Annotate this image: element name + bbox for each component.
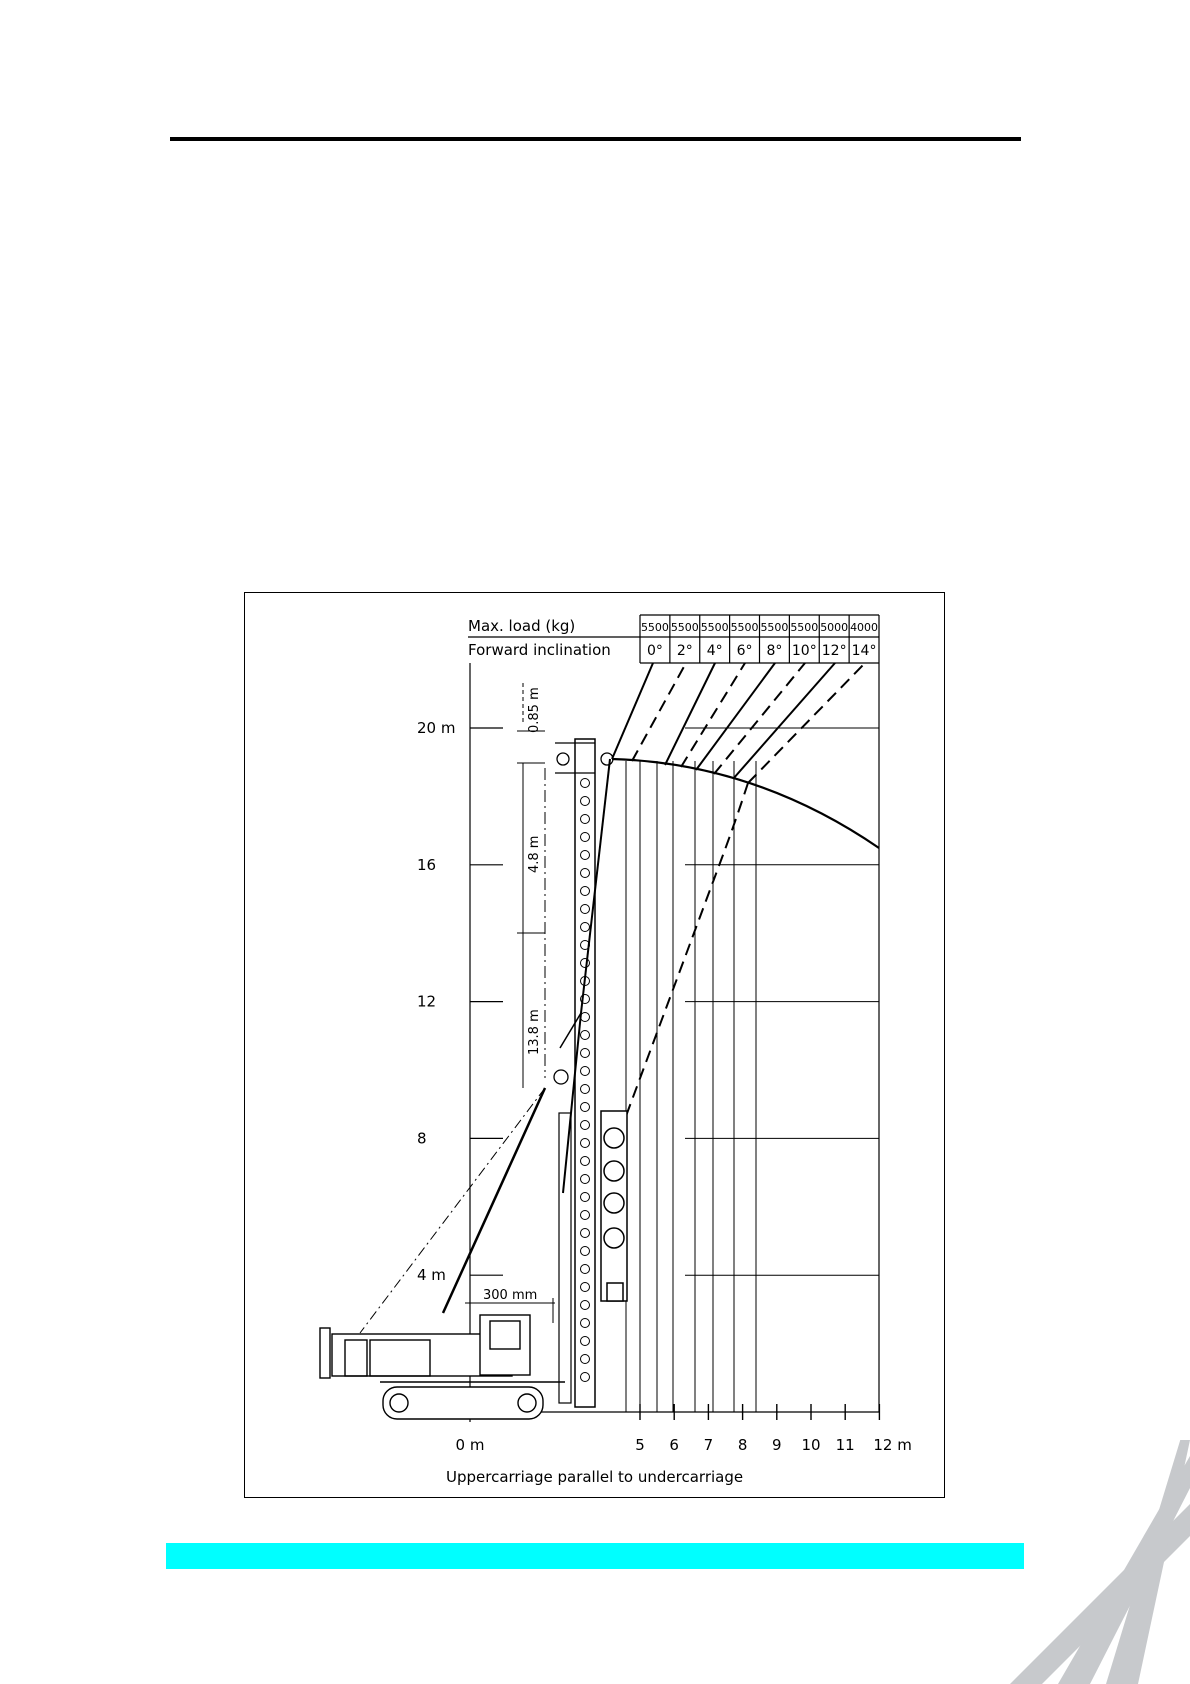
x-tick-label: 5 — [635, 1436, 645, 1454]
inclination-cell: 10° — [791, 643, 817, 659]
x-tick-label: 10 — [801, 1436, 821, 1454]
inclination-cell: 4° — [706, 643, 723, 659]
y-tick-label: 4 m — [417, 1266, 446, 1285]
dim-top: 0.85 m — [527, 687, 542, 733]
load-cell: 5500 — [760, 621, 789, 634]
inclination-cell: 8° — [766, 643, 783, 659]
dim-lower: 13.8 m — [527, 1009, 542, 1055]
x-tick-label: 9 — [772, 1436, 782, 1454]
inclination-lines — [612, 663, 865, 783]
load-cell: 5500 — [790, 621, 819, 634]
table-cells — [641, 615, 878, 663]
inclination-line — [714, 663, 805, 774]
x-tick-label: 11 — [835, 1436, 855, 1454]
pile-driver-diagram — [244, 592, 945, 1498]
x-tick-label: 8 — [737, 1436, 748, 1454]
dim-upper: 4.8 m — [527, 835, 542, 873]
y-tick-label: 12 — [417, 992, 437, 1011]
header-rule — [170, 137, 1021, 141]
inclination-line — [733, 663, 835, 779]
max-load-header: Max. load (kg) — [468, 617, 576, 635]
inclination-cell: 2° — [676, 643, 693, 659]
corner-stripes — [940, 1440, 1190, 1684]
footer-band — [166, 1543, 1024, 1569]
dim-offset: 300 mm — [483, 1288, 538, 1303]
inclination-line — [748, 663, 865, 783]
load-cell: 5500 — [700, 621, 729, 634]
rear-limit-dashed — [613, 783, 748, 1151]
hammer — [601, 1111, 627, 1301]
x-origin-label: 0 m — [455, 1436, 485, 1454]
load-cell: 4000 — [850, 621, 879, 634]
base-machine — [320, 1088, 565, 1419]
stripe — [1106, 1440, 1190, 1684]
inclination-line — [632, 663, 686, 761]
load-cell: 5500 — [640, 621, 669, 634]
dimension-lines — [465, 683, 555, 1323]
x-tick-label: 7 — [703, 1436, 714, 1454]
x-tick-label: 12 m — [873, 1436, 912, 1454]
load-cell: 5500 — [730, 621, 759, 634]
inclination-cell: 12° — [821, 643, 847, 659]
inclination-cell: 14° — [851, 643, 877, 659]
x-tick-label: 6 — [669, 1436, 679, 1454]
stripe-group — [1010, 1440, 1190, 1684]
inclination-cell: 6° — [736, 643, 753, 659]
grid-lines — [470, 728, 879, 1412]
y-axis — [417, 719, 455, 1284]
y-tick-label: 16 — [417, 855, 437, 874]
mast — [554, 739, 613, 1407]
load-cell: 5500 — [670, 621, 699, 634]
y-tick-label: 20 m — [417, 719, 456, 737]
forward-inclination-header: Forward inclination — [468, 641, 611, 659]
inclination-cell: 0° — [646, 643, 663, 659]
x-axis-caption: Uppercarriage parallel to undercarriage — [446, 1468, 744, 1486]
inclination-line — [665, 663, 715, 765]
load-cell: 5000 — [820, 621, 849, 634]
reach-envelope-curve — [612, 759, 879, 848]
diagram-canvas — [245, 593, 946, 1499]
y-tick-label: 8 — [417, 1129, 427, 1148]
inclination-line — [612, 663, 653, 759]
